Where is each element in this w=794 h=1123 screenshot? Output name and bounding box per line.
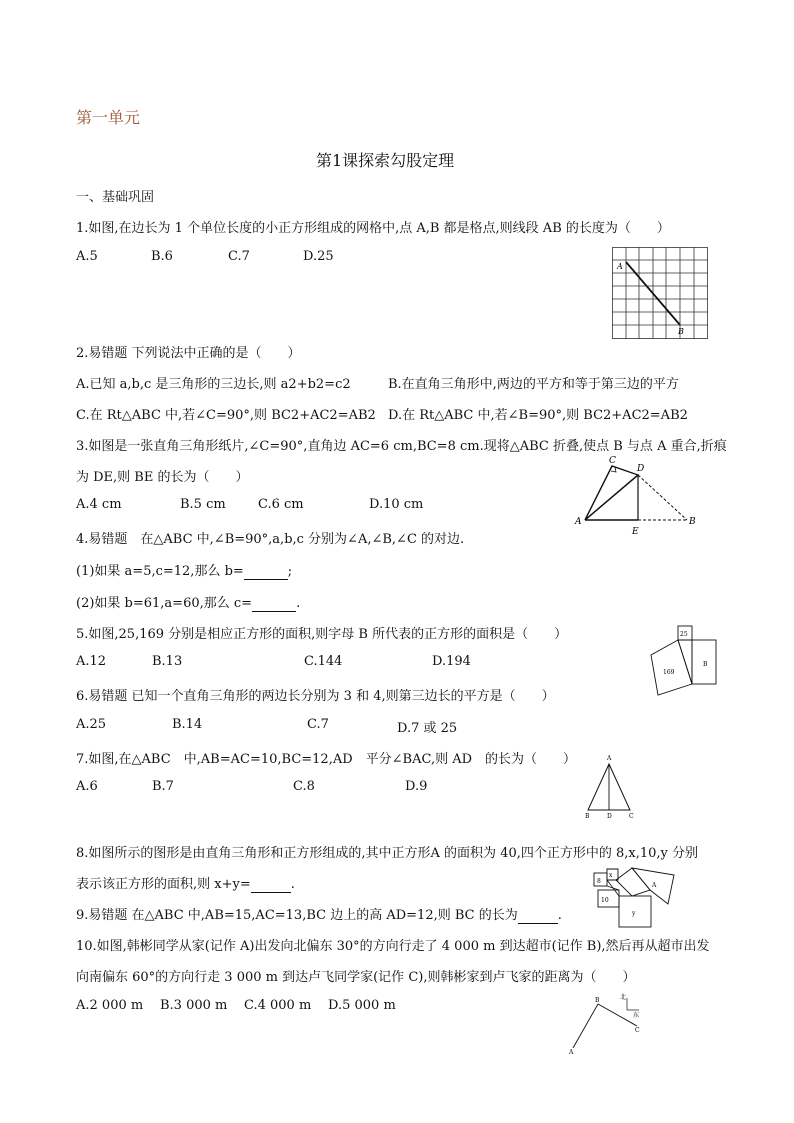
q6-option-c: C.7 [307, 717, 329, 732]
q5-stem: 5.如图,25,169 分别是相应正方形的面积,则字母 B 所代表的正方形的面积是（ ） [76, 627, 568, 642]
q9-stem-end: . [557, 908, 562, 923]
q8-label-8: 8 [597, 878, 601, 885]
q1-label-b: B [678, 327, 684, 336]
q3-option-a: A.4 cm [76, 497, 122, 512]
q7-label-a: A [607, 755, 612, 762]
q3-stem-line1: 3.如图是一张直角三角形纸片,∠C=90°,直角边 AC=6 cm,BC=8 cm.现将△ABC 折叠,使点 B 与点 A 重合,折痕 [76, 439, 727, 454]
q3-option-c: C.6 cm [258, 497, 304, 512]
q4-part1 [76, 560, 292, 580]
q2-option-a: A.已知 a,b,c 是三角形的三边长,则 a2+b2=c2 [76, 377, 351, 392]
q3-label-c: C [609, 456, 616, 466]
q4-part1-end: ; [287, 564, 293, 579]
q5-option-b: B.13 [152, 654, 183, 669]
q3-label-b: B [689, 517, 696, 527]
q2-option-b: B.在直角三角形中,两边的平方和等于第三边的平方 [388, 377, 679, 392]
q9-answer-blank [518, 908, 558, 924]
q7-triangle-figure [585, 752, 641, 820]
q10-option-a: A.2 000 m [76, 998, 144, 1013]
q4-part2-text: (2)如果 b=61,a=60,那么 c= [76, 596, 253, 611]
q6-option-b: B.14 [172, 717, 203, 732]
q1-option-a: A.5 [76, 249, 98, 264]
q2-stem: 2.易错题 下列说法中正确的是（ ） [76, 346, 301, 361]
q5-option-d: D.194 [432, 654, 471, 669]
q10-label-north: 北 [620, 994, 627, 1001]
q8-answer-blank [251, 877, 291, 893]
q5-label-169: 169 [663, 669, 675, 676]
q7-option-a: A.6 [76, 779, 98, 794]
q7-label-b: B [585, 813, 590, 820]
q1-option-c: C.7 [228, 249, 250, 264]
q10-option-b: B.3 000 m [160, 998, 228, 1013]
q10-option-d: D.5 000 m [328, 998, 396, 1013]
q4-part2-end: . [296, 596, 301, 611]
q3-label-a: A [575, 517, 582, 527]
q10-option-c: C.4 000 m [244, 998, 312, 1013]
unit-title: 第一单元 [76, 108, 141, 127]
q4-stem: 4.易错题 在△ABC 中,∠B=90°,a,b,c 分别为∠A,∠B,∠C 的对边. [76, 532, 465, 547]
q3-fold-figure [575, 458, 700, 538]
q3-stem-line2: 为 DE,则 BE 的长为（ ） [76, 470, 249, 485]
section-heading: 一、基础巩固 [76, 190, 155, 205]
q1-option-d: D.25 [303, 249, 334, 264]
q3-option-b: B.5 cm [180, 497, 226, 512]
q9-stem-text: 9.易错题 在△ABC 中,AB=15,AC=13,BC 边上的高 AD=12,则 BC 的长为 [76, 908, 518, 923]
q5-squares-figure [650, 625, 722, 695]
q7-option-c: C.8 [293, 779, 315, 794]
q5-option-c: C.144 [304, 654, 343, 669]
q1-stem: 1.如图,在边长为 1 个单位长度的小正方形组成的网格中,点 A,B 都是格点,则线段 AB 的长度为（ ） [76, 221, 670, 236]
q8-stem-text: 表示该正方形的面积,则 x+y= [76, 877, 251, 892]
q4-part1-blank [244, 564, 288, 580]
q5-label-25: 25 [680, 631, 688, 638]
q10-label-a: A [569, 1049, 574, 1056]
q4-part2 [76, 592, 300, 612]
q10-stem-line1: 10.如图,韩彬同学从家(记作 A)出发向北偏东 30°的方向行走了 4 000 m 到达超市(记作 B),然后再从超市出发 [76, 939, 710, 954]
q10-label-c: C [635, 1027, 640, 1034]
q3-label-d: D [637, 464, 645, 474]
q3-label-e: E [632, 527, 639, 537]
q8-stem-line2 [76, 873, 295, 893]
q2-option-c: C.在 Rt△ABC 中,若∠C=90°,则 BC2+AC2=AB2 [76, 408, 376, 423]
q1-grid-figure [612, 247, 708, 339]
q3-option-d: D.10 cm [369, 497, 424, 512]
q10-direction-figure [565, 992, 655, 1056]
q10-label-b: B [595, 997, 600, 1004]
q2-option-d: D.在 Rt△ABC 中,若∠B=90°,则 BC2+AC2=AB2 [388, 408, 688, 423]
q7-label-d: D [607, 813, 612, 820]
q8-stem-end: . [290, 877, 295, 892]
q7-stem: 7.如图,在△ABC 中,AB=AC=10,BC=12,AD 平分∠BAC,则 AD 的长为（ ） [76, 752, 577, 767]
q8-label-y: y [632, 910, 636, 917]
lesson-title: 第1课探索勾股定理 [316, 151, 455, 170]
q5-label-b: B [703, 661, 708, 668]
q10-label-east: 东 [633, 1012, 640, 1019]
q6-option-d: D.7 或 25 [397, 721, 458, 736]
q4-part1-text: (1)如果 a=5,c=12,那么 b= [76, 564, 244, 579]
q7-option-b: B.7 [152, 779, 174, 794]
q1-label-a: A [617, 262, 623, 271]
q8-squares-figure [592, 866, 692, 928]
q5-option-a: A.12 [76, 654, 107, 669]
q8-stem-line1: 8.如图所示的图形是由直角三角形和正方形组成的,其中正方形A 的面积为 40,四个正方形中的 8,x,10,y 分别 [76, 846, 699, 861]
q6-stem: 6.易错题 已知一个直角三角形的两边长分别为 3 和 4,则第三边长的平方是（ ） [76, 689, 555, 704]
q6-option-a: A.25 [76, 717, 107, 732]
q8-label-a: A [652, 882, 657, 889]
q10-stem-line2: 向南偏东 60°的方向行走 3 000 m 到达卢飞同学家(记作 C),则韩彬家到卢飞家的距离为（ ） [76, 970, 636, 985]
q7-option-d: D.9 [405, 779, 428, 794]
q8-label-x: x [609, 872, 613, 879]
q8-label-10: 10 [601, 897, 609, 904]
q1-option-b: B.6 [151, 249, 173, 264]
q4-part2-blank [252, 596, 296, 612]
q9-stem [76, 904, 562, 924]
q7-label-c: C [629, 813, 634, 820]
